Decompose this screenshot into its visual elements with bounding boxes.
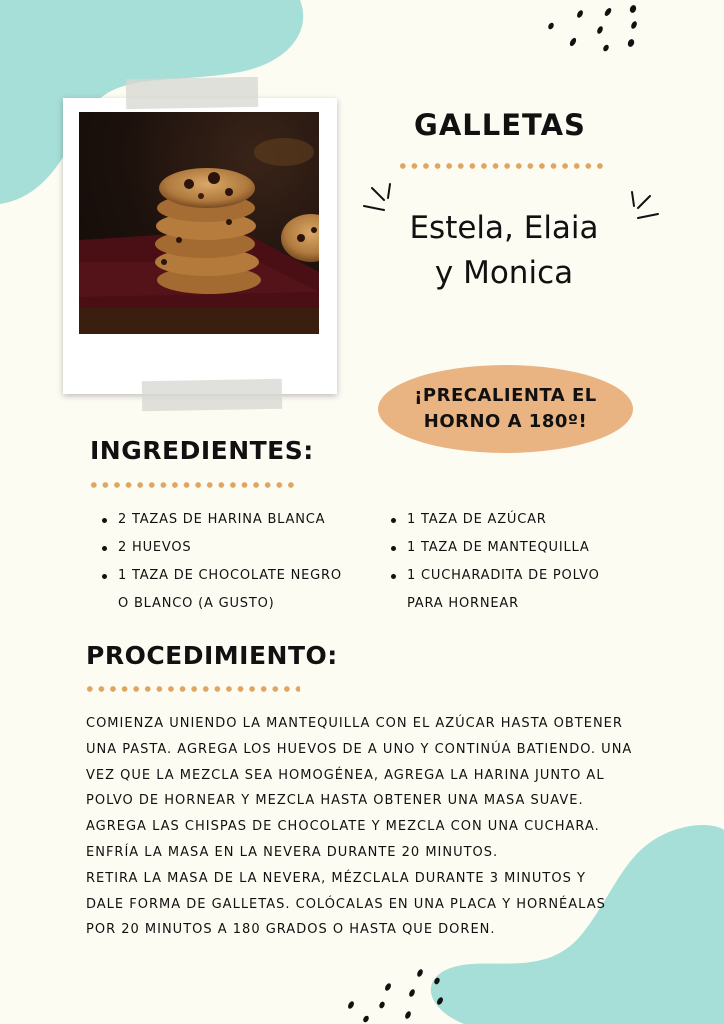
authors	[390, 206, 618, 296]
preheat-line: HORNO A 180º!	[423, 411, 588, 432]
recipe-title: GALLETAS	[414, 108, 586, 142]
procedure-line: UNA PASTA. AGREGA LOS HUEVOS DE A UNO Y CONTINÚA BATIENDO. UNA	[86, 741, 633, 757]
preheat-badge	[378, 365, 633, 453]
spark-lines-icon	[626, 190, 660, 224]
procedure-dotted-divider	[84, 686, 300, 692]
procedure-heading: PROCEDIMIENTO:	[86, 641, 338, 670]
ingredient-item: 1 CUCHARADITA DE POLVO PARA HORNEAR	[391, 562, 631, 618]
cookies-photo	[79, 112, 319, 334]
decorative-dots-icon	[340, 965, 450, 1024]
procedure-line: AGREGA LAS CHISPAS DE CHOCOLATE Y MEZCLA CON UNA CUCHARA.	[86, 819, 600, 835]
ingredients-list-left	[102, 506, 352, 618]
ingredient-item: 1 TAZA DE MANTEQUILLA	[391, 534, 631, 562]
decorative-dots-icon	[536, 2, 646, 57]
tape-bottom	[142, 379, 283, 411]
procedure-line: RETIRA LA MASA DE LA NEVERA, MÉZCLALA DURANTE 3 MINUTOS Y	[86, 870, 586, 886]
polaroid-photo-frame	[63, 98, 337, 394]
procedure-line: DALE FORMA DE GALLETAS. COLÓCALAS EN UNA PLACA Y HORNÉALAS	[86, 896, 606, 912]
procedure-line: VEZ QUE LA MEZCLA SEA HOMOGÉNEA, AGREGA LA HARINA JUNTO AL	[86, 767, 605, 783]
procedure-text	[86, 711, 666, 943]
tape-top	[126, 77, 259, 109]
ingredient-item: 1 TAZA DE AZÚCAR	[391, 506, 631, 534]
title-dotted-divider	[397, 163, 603, 169]
ingredients-dotted-divider	[88, 482, 294, 488]
ingredients-list-right	[391, 506, 631, 618]
preheat-line: ¡PRECALIENTA EL	[414, 385, 597, 406]
procedure-line: POLVO DE HORNEAR Y MEZCLA HASTA OBTENER UNA MASA SUAVE.	[86, 793, 584, 809]
ingredient-item: 1 TAZA DE CHOCOLATE NEGRO O BLANCO (A GUSTO)	[102, 562, 352, 618]
ingredients-heading: INGREDIENTES:	[90, 436, 314, 465]
procedure-line: COMIENZA UNIENDO LA MANTEQUILLA CON EL AZÚCAR HASTA OBTENER	[86, 716, 623, 731]
author-line: Estela, Elaia	[409, 210, 599, 246]
procedure-line: ENFRÍA LA MASA EN LA NEVERA DURANTE 20 MINUTOS.	[86, 844, 499, 860]
author-line: y Monica	[434, 255, 574, 291]
ingredient-item: 2 HUEVOS	[102, 534, 352, 562]
ingredient-item: 2 TAZAS DE HARINA BLANCA	[102, 506, 352, 534]
procedure-line: POR 20 MINUTOS A 180 GRADOS O HASTA QUE DOREN.	[86, 922, 496, 938]
